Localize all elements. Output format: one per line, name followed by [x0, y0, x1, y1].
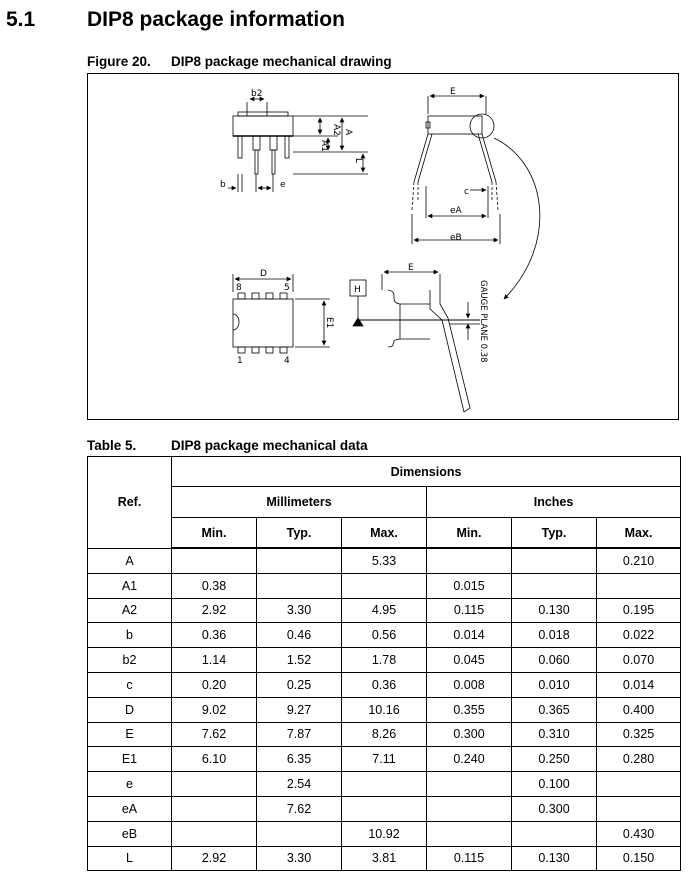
table-cell: 0.250 [512, 747, 597, 772]
table-row [88, 623, 681, 648]
table-cell: 0.25 [257, 672, 342, 697]
table-cell: 5.33 [342, 548, 427, 573]
table-cell [172, 772, 257, 797]
header-ref: Ref. [88, 457, 172, 549]
figure-title: DIP8 package mechanical drawing [171, 54, 392, 69]
row-ref-cell: A1 [88, 573, 172, 598]
table-cell: 0.150 [597, 846, 681, 871]
table-cell: 0.310 [512, 722, 597, 747]
table-cell [427, 772, 512, 797]
table-cell: 3.30 [257, 846, 342, 871]
table-cell [172, 821, 257, 846]
dim-label-e-top: E [450, 87, 456, 97]
table-cell [342, 772, 427, 797]
section-number: 5.1 [6, 8, 36, 31]
gauge-plane-label: GAUGE PLANE 0.38 [478, 280, 488, 363]
figure-caption [87, 54, 392, 69]
table-body [88, 548, 681, 871]
table-cell: 1.78 [342, 648, 427, 673]
table-row [88, 772, 681, 797]
table-row [88, 846, 681, 871]
row-ref-cell: eB [88, 821, 172, 846]
lead-detail-drawing [350, 272, 480, 412]
table-cell [257, 573, 342, 598]
table-row [88, 573, 681, 598]
table-cell: 0.045 [427, 648, 512, 673]
table-cell [427, 796, 512, 821]
header-mm-min: Min. [172, 518, 257, 549]
dim-label-eb: eB [450, 233, 462, 243]
row-ref-cell: D [88, 697, 172, 722]
dim-label-e-detail: E [408, 263, 414, 273]
drawing-canvas [88, 74, 680, 421]
table-row [88, 747, 681, 772]
dim-label-a: A [343, 129, 353, 136]
table-row [88, 548, 681, 573]
table-cell: 0.400 [597, 697, 681, 722]
dim-label-ea: eA [450, 206, 462, 216]
table-cell: 0.014 [427, 623, 512, 648]
table-row [88, 598, 681, 623]
table-cell: 8.26 [342, 722, 427, 747]
table-cell: 0.070 [597, 648, 681, 673]
row-ref-cell: L [88, 846, 172, 871]
table-cell: 0.280 [597, 747, 681, 772]
header-dimensions: Dimensions [172, 457, 681, 487]
row-ref-cell: e [88, 772, 172, 797]
table-cell [597, 772, 681, 797]
table-cell: 0.325 [597, 722, 681, 747]
table-cell: 10.92 [342, 821, 427, 846]
table-cell: 9.27 [257, 697, 342, 722]
table-cell: 0.115 [427, 846, 512, 871]
row-ref-cell: E1 [88, 747, 172, 772]
table-cell: 0.130 [512, 598, 597, 623]
row-ref-cell: E [88, 722, 172, 747]
dim-label-b: b [220, 180, 226, 190]
table-cell: 0.36 [342, 672, 427, 697]
table-cell [342, 796, 427, 821]
end-view-drawing [412, 96, 540, 299]
table-cell: 2.92 [172, 598, 257, 623]
table-row [88, 796, 681, 821]
dim-label-a1: A1 [319, 140, 329, 152]
table-title: DIP8 package mechanical data [171, 438, 368, 453]
side-view-drawing [228, 99, 368, 192]
mechanical-drawing [87, 73, 679, 420]
dim-label-b2: b2 [251, 89, 263, 99]
table-cell [512, 573, 597, 598]
table-row [88, 648, 681, 673]
table-cell: 3.30 [257, 598, 342, 623]
top-view-drawing [233, 274, 330, 353]
table-cell: 0.36 [172, 623, 257, 648]
table-row [88, 672, 681, 697]
table-cell: 0.022 [597, 623, 681, 648]
table-row [88, 697, 681, 722]
table-cell: 0.210 [597, 548, 681, 573]
table-cell: 0.010 [512, 672, 597, 697]
table-cell: 0.014 [597, 672, 681, 697]
dim-label-c: c [464, 187, 469, 197]
table-cell [597, 573, 681, 598]
figure-label: Figure 20. [87, 54, 151, 69]
header-inches: Inches [427, 487, 681, 518]
table-cell: 0.240 [427, 747, 512, 772]
table-cell: 0.365 [512, 697, 597, 722]
table-cell [342, 573, 427, 598]
header-in-min: Min. [427, 518, 512, 549]
table-row [88, 722, 681, 747]
ref-label-h: H [354, 285, 361, 295]
table-cell: 7.11 [342, 747, 427, 772]
table-caption [87, 438, 368, 453]
table-cell: 7.62 [257, 796, 342, 821]
table-cell: 0.195 [597, 598, 681, 623]
table-cell: 0.56 [342, 623, 427, 648]
row-ref-cell: eA [88, 796, 172, 821]
table-cell: 0.060 [512, 648, 597, 673]
table-cell [257, 821, 342, 846]
table-cell: 6.35 [257, 747, 342, 772]
header-millimeters: Millimeters [172, 487, 427, 518]
table-cell: 0.018 [512, 623, 597, 648]
row-ref-cell: b [88, 623, 172, 648]
pin-label-8: 8 [236, 283, 242, 293]
table-cell: 0.20 [172, 672, 257, 697]
pin-label-1: 1 [237, 356, 243, 366]
table-cell: 9.02 [172, 697, 257, 722]
table-cell: 2.92 [172, 846, 257, 871]
header-mm-typ: Typ. [257, 518, 342, 549]
table-cell: 0.115 [427, 598, 512, 623]
table-cell: 0.430 [597, 821, 681, 846]
dim-label-a2: A2 [331, 124, 341, 136]
table-cell [427, 548, 512, 573]
dim-label-d: D [260, 269, 267, 279]
table-cell: 0.355 [427, 697, 512, 722]
table-cell: 6.10 [172, 747, 257, 772]
mechanical-data-table [87, 456, 681, 871]
row-ref-cell: A [88, 548, 172, 573]
table-cell: 0.46 [257, 623, 342, 648]
table-cell: 0.015 [427, 573, 512, 598]
pin-label-5: 5 [284, 283, 290, 293]
table-row [88, 821, 681, 846]
table-cell: 0.008 [427, 672, 512, 697]
dim-label-e1: E1 [324, 317, 334, 329]
table-cell: 0.300 [427, 722, 512, 747]
header-in-max: Max. [597, 518, 681, 549]
table-cell: 2.54 [257, 772, 342, 797]
table-cell [172, 548, 257, 573]
dim-label-e: e [280, 180, 286, 190]
table-cell: 3.81 [342, 846, 427, 871]
table-cell: 0.38 [172, 573, 257, 598]
table-cell [172, 796, 257, 821]
table-cell: 1.52 [257, 648, 342, 673]
row-ref-cell: c [88, 672, 172, 697]
table-cell: 10.16 [342, 697, 427, 722]
table-cell [427, 821, 512, 846]
header-in-typ: Typ. [512, 518, 597, 549]
pin-label-4: 4 [284, 356, 290, 366]
table-cell [512, 821, 597, 846]
table-cell: 0.300 [512, 796, 597, 821]
table-cell: 1.14 [172, 648, 257, 673]
row-ref-cell: b2 [88, 648, 172, 673]
table-cell [512, 548, 597, 573]
table-cell [597, 796, 681, 821]
row-ref-cell: A2 [88, 598, 172, 623]
header-mm-max: Max. [342, 518, 427, 549]
table-cell: 0.130 [512, 846, 597, 871]
table-cell: 4.95 [342, 598, 427, 623]
table-label: Table 5. [87, 438, 137, 453]
table-cell: 0.100 [512, 772, 597, 797]
table-cell: 7.87 [257, 722, 342, 747]
section-title: DIP8 package information [87, 8, 345, 31]
dim-label-l: L [353, 158, 363, 164]
table-cell [257, 548, 342, 573]
table-cell: 7.62 [172, 722, 257, 747]
